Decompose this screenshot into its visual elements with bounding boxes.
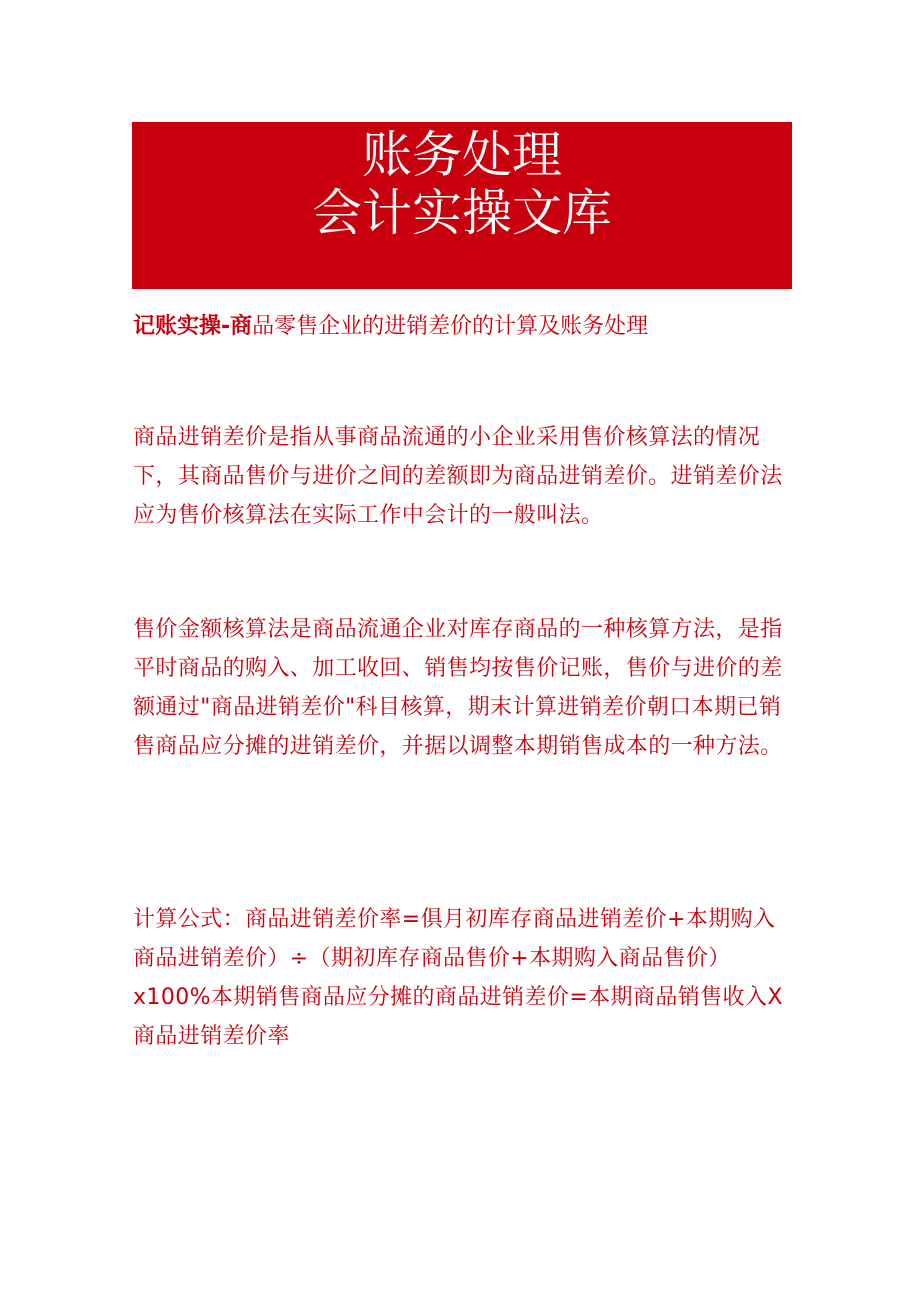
- title-banner: [132, 122, 792, 289]
- paragraph-definition: 商品进销差价是指从事商品流通的小企业采用售价核算法的情况下，其商品售价与进价之间的差额即为商品进销差价。进销差价法应为售价核算法在实际工作中会计的一般叫法。: [133, 425, 783, 528]
- subtitle-rest: 品零售企业的进销差价的计算及账务处理: [252, 314, 649, 339]
- document-subtitle: [133, 312, 793, 342]
- paragraph-formula: 计算公式：商品进销差价率=俱月初库存商品进销差价+本期购入商品进销差价）÷（期初库存商品售价+本期购入商品售价）x100%本期销售商品应分摊的商品进销差价=本期商品销售收入X商品进销差价率: [133, 907, 783, 1049]
- banner-title-line1: 账务处理: [362, 126, 562, 184]
- subtitle-prefix: 记账实操-商: [133, 314, 253, 339]
- banner-title-line2: 会计实操文库: [312, 184, 612, 242]
- paragraph-method: 售价金额核算法是商品流通企业对库存商品的一种核算方法，是指平时商品的购入、加工收回、销售均按售价记账，售价与进价的差额通过"商品进销差价"科目核算，期末计算进销差价朝口本期已销售商品应分摊的进销差价，并据以调整本期销售成本的一种方法。: [133, 617, 783, 759]
